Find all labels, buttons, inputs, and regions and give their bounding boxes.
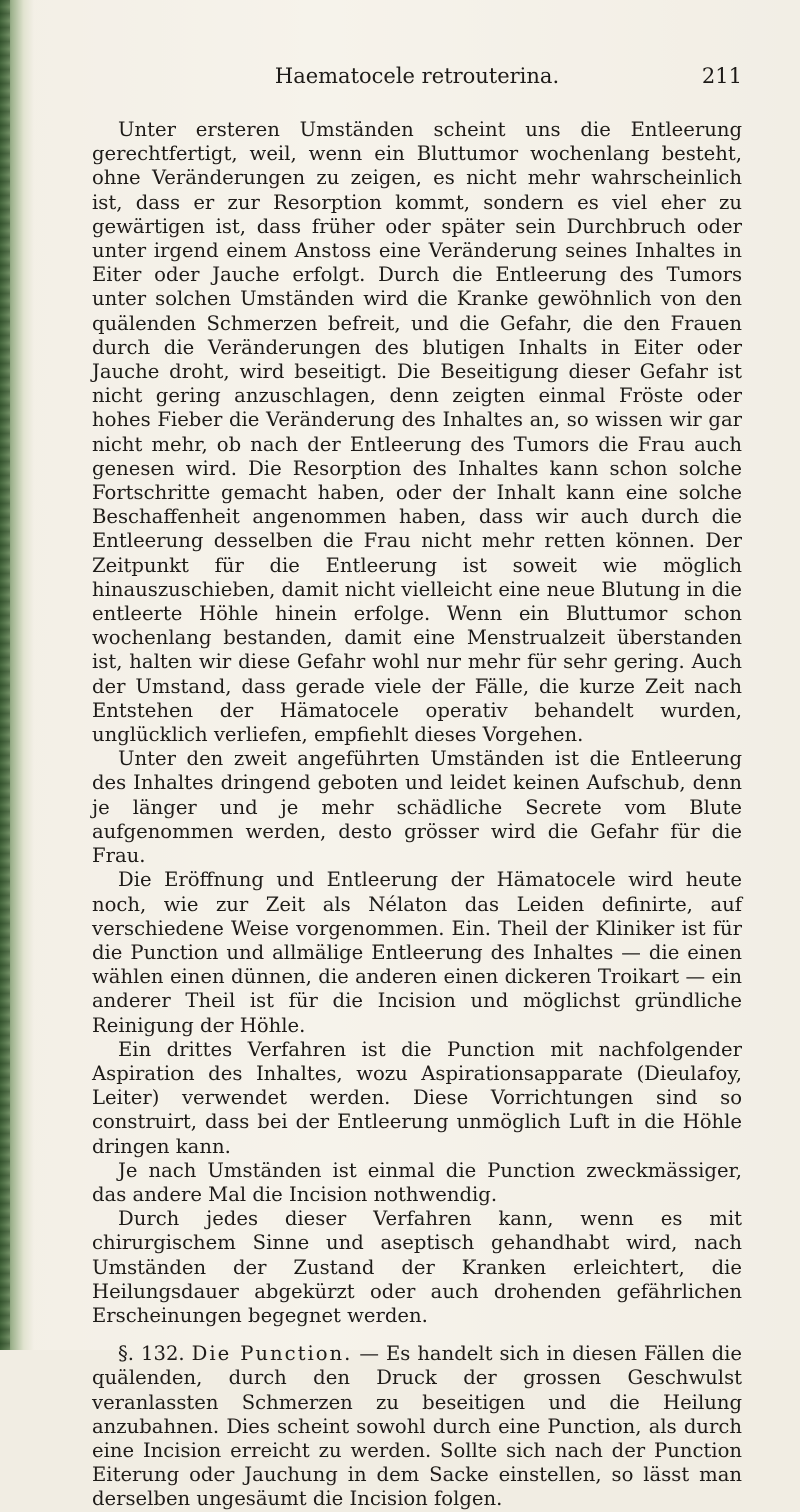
running-header [92, 64, 742, 94]
section-paragraph [92, 1342, 742, 1511]
running-title: Haematocele retrouterina. [274, 64, 560, 88]
page-number: 211 [701, 64, 742, 88]
paragraph: Unter ersteren Umständen scheint uns die Entleerung gerechtfertigt, weil, wenn ein Bluttumor wochenlang besteht, ohne Veränderungen zu zeigen, es nicht mehr wahrscheinlich ist, dass er zur Resorption kommt, sondern es viel eher zu gewärtigen ist, dass früher oder später sein Durchbruch oder unter irgend einem Anstoss eine Veränderung seines Inhaltes in Eiter oder Jauche erfolgt. Durch die Entleerung des Tumors unter solchen Umständen wird die Kranke gewöhnlich von den quälenden Schmerzen befreit, und die Gefahr, die den Frauen durch die Veränderungen des blutigen Inhalts in Eiter oder Jauche droht, wird beseitigt. Die Beseitigung dieser Gefahr ist nicht gering anzuschlagen, denn zeigten einmal Fröste oder hohes Fieber die Veränderung des Inhaltes an, so wissen wir gar nicht mehr, ob nach der Entleerung des Tumors die Frau auch genesen wird. Die Resorption des Inhaltes kann schon solche Fortschritte gemacht haben, oder der Inhalt kann eine solche Beschaffenheit angenommen haben, dass wir auch durch die Entleerung desselben die Frau nicht mehr retten können. Der Zeitpunkt für die Entleerung ist soweit wie möglich hinauszuschieben, damit nicht vielleicht eine neue Blutung in die entleerte Höhle hinein erfolge. Wenn ein Bluttumor schon wochenlang bestanden, damit eine Menstrualzeit überstanden ist, halten wir diese Gefahr wohl nur mehr für sehr gering. Auch der Umstand, dass gerade viele der Fälle, die kurze Zeit nach Entstehen der Hämatocele operativ behandelt wurden, unglücklich verliefen, empfiehlt dieses Vorgehen. [92, 118, 742, 747]
section-text: — Es handelt sich in diesen Fällen die quälenden, durch den Druck der grossen Geschwulst veranlassten Schmerzen zu beseitigen und die Heilung anzubahnen. Dies scheint sowohl durch eine Punction, als durch eine Incision erreicht zu werden. Sollte sich nach der Punction Eiterung oder Jauchung in dem Sacke einstellen, so lässt man derselben ungesäumt die Incision folgen. [92, 1342, 743, 1511]
section-heading: Die Punction. [191, 1342, 353, 1366]
body-text [92, 118, 742, 1512]
paragraph: Die Eröffnung und Entleerung der Hämatocele wird heute noch, wie zur Zeit als Nélaton das Leiden definirte, auf verschiedene Weise vorgenommen. Ein. Theil der Kliniker ist für die Punction und allmälige Entleerung des Inhaltes — die einen wählen einen dünnen, die anderen einen dickeren Troikart — ein anderer Theil ist für die Incision und möglichst gründliche Reinigung der Höhle. [92, 868, 742, 1037]
paragraph: Ein drittes Verfahren ist die Punction mit nachfolgender Aspiration des Inhaltes, wozu Aspirationsapparate (Dieulafoy, Leiter) verwendet werden. Diese Vorrichtungen sind so construirt, dass bei der Entleerung unmöglich Luft in die Höhle dringen kann. [92, 1037, 742, 1158]
paragraph: Unter den zweit angeführten Umständen ist die Entleerung des Inhaltes dringend geboten und leidet keinen Aufschub, denn je länger und je mehr schädliche Secrete vom Blute aufgenommen werden, desto grösser wird die Gefahr für die Frau. [92, 747, 742, 868]
paragraph: Je nach Umständen ist einmal die Punction zweckmässiger, das andere Mal die Incision nothwendig. [92, 1158, 742, 1206]
section-number: §. 132. [118, 1342, 185, 1366]
paragraph: Durch jedes dieser Verfahren kann, wenn es mit chirurgischem Sinne und aseptisch gehandhabt wird, nach Umständen der Zustand der Kranken erleichtert, die Heilungsdauer abgekürzt oder auch drohenden gefährlichen Erscheinungen begegnet werden. [92, 1207, 742, 1327]
binding-edge [0, 0, 34, 1350]
